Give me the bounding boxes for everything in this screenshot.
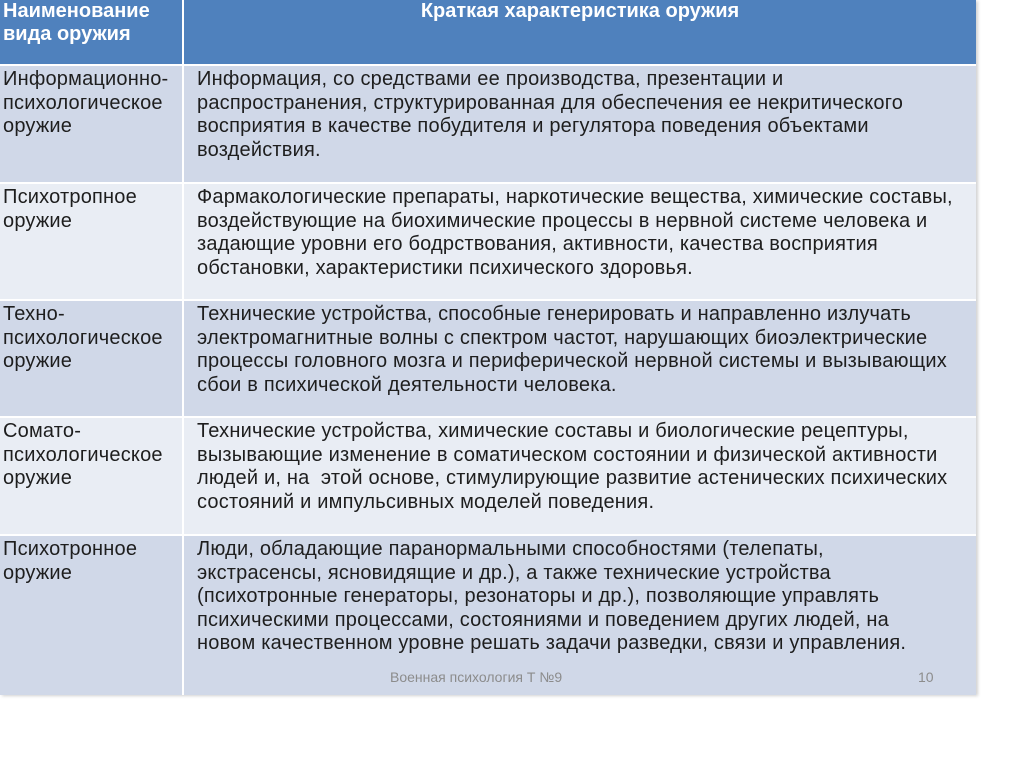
weapon-name-cell: [0, 536, 182, 695]
description-line: состояний и импульсивных моделей поведения.: [197, 490, 655, 513]
table-header-row: [0, 0, 976, 64]
weapon-name-cell: [0, 301, 182, 416]
slide-page-number: 10: [918, 669, 934, 685]
weapon-name-cell: [0, 418, 182, 534]
header-name-line: вида оружия: [3, 23, 131, 45]
description-line: сбои в психической деятельности человека.: [197, 373, 617, 396]
table-row: [0, 301, 976, 416]
weapon-name-line: оружие: [3, 115, 73, 137]
weapon-name-line: Сомато-: [3, 420, 82, 442]
weapon-name-line: психологическое: [3, 326, 163, 349]
weapon-name-line: психологическое: [3, 91, 163, 114]
description-line: новом качественном уровне решать задачи разведки, связи и управления.: [197, 632, 907, 654]
description-line: Технические устройства, способные генерировать и направленно излучать: [197, 303, 912, 325]
description-line: воздействия.: [197, 138, 321, 161]
weapon-name-line: оружие: [3, 561, 73, 584]
description-line: восприятия в качестве побудителя и регулятора поведения объектами: [197, 115, 869, 137]
description-line: вызывающие изменение в соматическом состоянии и физической активности: [197, 443, 938, 466]
header-description-column: [184, 0, 976, 64]
header-name-column: [0, 0, 182, 64]
weapon-description-cell: [184, 66, 976, 182]
description-line: психическими процессами, состояниями и поведением других людей, на: [197, 608, 889, 631]
description-line: Информация, со средствами ее производства, презентации и: [197, 68, 784, 90]
weapon-name-line: Психотронное: [3, 538, 138, 560]
table-row: [0, 418, 976, 534]
description-line: процессы головного мозга и периферической нервной системы и вызывающих: [197, 350, 947, 372]
weapon-name-line: оружие: [3, 467, 73, 489]
weapon-description-cell: [184, 536, 976, 695]
weapon-description-cell: [184, 184, 976, 299]
description-line: задающие уровни его бодрствования, активности, качества восприятия: [197, 233, 878, 255]
description-line: распространения, структурированная для обеспечения ее некритического: [197, 91, 904, 114]
weapon-name-line: оружие: [3, 209, 73, 232]
weapon-name-cell: [0, 184, 182, 299]
description-line: Фармакологические препараты, наркотические вещества, химические составы,: [197, 186, 953, 208]
weapon-name-line: Техно-: [3, 303, 65, 325]
header-name-line: Наименование: [3, 0, 150, 22]
weapon-name-line: Психотропное: [3, 186, 137, 208]
table-row: [0, 66, 976, 182]
weapon-name-line: психологическое: [3, 443, 163, 466]
description-line: людей и, на этой основе, стимулирующие развитие астенических психических: [197, 467, 948, 489]
weapon-description-cell: [184, 418, 976, 534]
description-line: (психотронные генераторы, резонаторы и др.), позволяющие управлять: [197, 585, 880, 607]
weapon-name-line: Информационно-: [3, 68, 169, 90]
description-line: экстрасенсы, ясновидящие и др.), а также технические устройства: [197, 561, 831, 584]
weapon-description-cell: [184, 301, 976, 416]
weapon-name-line: оружие: [3, 350, 73, 372]
table-row: [0, 184, 976, 299]
description-line: Люди, обладающие паранормальными способностями (телепаты,: [197, 538, 824, 560]
description-line: воздействующие на биохимические процессы в нервной системе человека и: [197, 209, 928, 232]
description-line: электромагнитные волны с спектром частот, нарушающих биоэлектрические: [197, 326, 928, 349]
slide-footer-label: Военная психология Т №9: [390, 669, 563, 685]
description-line: обстановки, характеристики психического здоровья.: [197, 256, 693, 279]
weapon-name-cell: [0, 66, 182, 182]
header-description-label: Краткая характеристика оружия: [420, 0, 740, 22]
description-line: Технические устройства, химические составы и биологические рецептуры,: [197, 420, 909, 442]
